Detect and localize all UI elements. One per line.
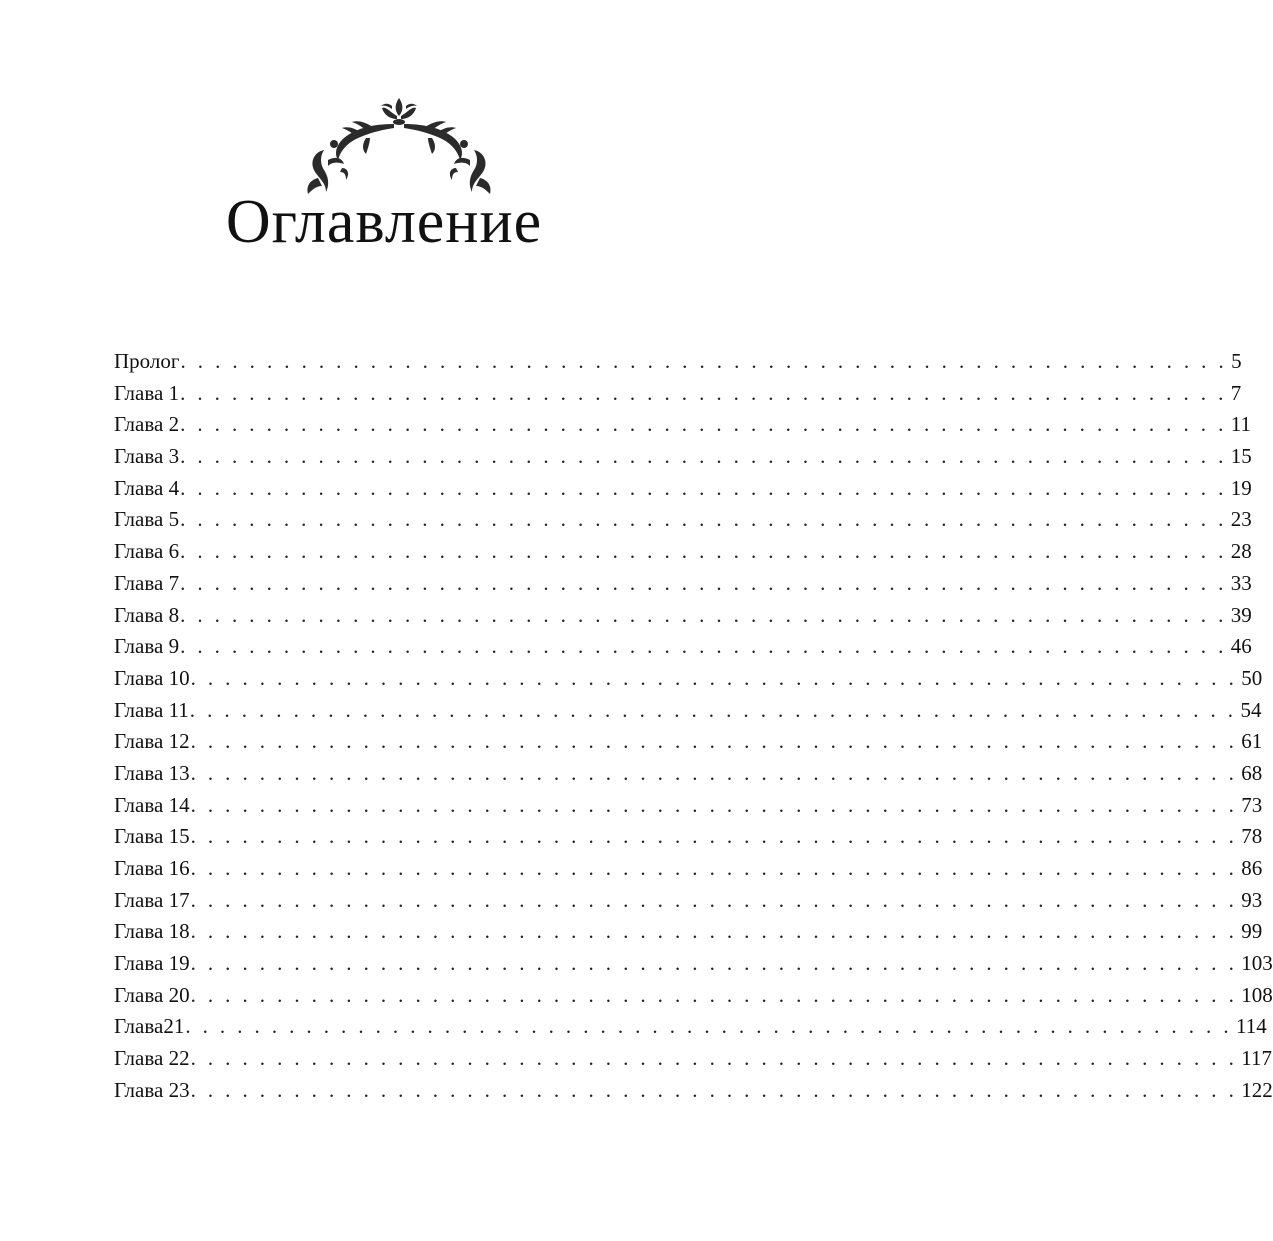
toc-entry-label: Глава 1 bbox=[114, 380, 180, 405]
toc-entry-label: Глава 5 bbox=[114, 507, 180, 532]
dot-leader: . . . . . . . . . . . . . . . . . . . . . . . . . . . . . . . . . . . . . . . . . . . . . . . . . . . . . . . . . . . . . bbox=[180, 570, 1227, 595]
toc-entry-label: Глава 7 bbox=[114, 570, 180, 595]
toc-entry-label: Глава 8 bbox=[114, 602, 180, 627]
toc-entry[interactable] bbox=[114, 473, 1252, 505]
toc-entry-label: Глава 15 bbox=[114, 824, 190, 849]
toc-entry-label: Глава 12 bbox=[114, 729, 190, 754]
toc-entry[interactable] bbox=[114, 663, 1263, 695]
dot-leader: . . . . . . . . . . . . . . . . . . . . . . . . . . . . . . . . . . . . . . . . . . . . . . . . . . . . . . . . . . . . . bbox=[180, 634, 1227, 659]
toc-entry-page-number: 46 bbox=[1230, 634, 1252, 659]
dot-leader: . . . . . . . . . . . . . . . . . . . . . . . . . . . . . . . . . . . . . . . . . . . . . . . . . . . . . . . . . . . . . bbox=[190, 665, 1238, 690]
toc-entry-page-number: 99 bbox=[1241, 919, 1263, 944]
table-of-contents bbox=[114, 346, 1273, 1107]
toc-entry-label: Глава 22 bbox=[114, 1046, 190, 1071]
toc-entry-page-number: 103 bbox=[1241, 951, 1273, 976]
toc-entry-page-number: 93 bbox=[1241, 887, 1263, 912]
dot-leader: . . . . . . . . . . . . . . . . . . . . . . . . . . . . . . . . . . . . . . . . . . . . . . . . . . . . . . . . . . . . . bbox=[190, 1077, 1238, 1102]
toc-entry-label: Глава21 bbox=[114, 1014, 185, 1039]
toc-entry-page-number: 61 bbox=[1241, 729, 1263, 754]
toc-entry-page-number: 23 bbox=[1230, 507, 1252, 532]
toc-entry-label: Глава 23 bbox=[114, 1077, 190, 1102]
toc-entry[interactable] bbox=[114, 441, 1252, 473]
toc-entry[interactable] bbox=[114, 1043, 1272, 1075]
toc-entry-label: Глава 13 bbox=[114, 760, 190, 785]
toc-entry-page-number: 114 bbox=[1235, 1014, 1267, 1039]
toc-entry-page-number: 117 bbox=[1241, 1046, 1272, 1071]
toc-entry[interactable] bbox=[114, 821, 1263, 853]
toc-entry[interactable] bbox=[114, 758, 1263, 790]
dot-leader: . . . . . . . . . . . . . . . . . . . . . . . . . . . . . . . . . . . . . . . . . . . . . . . . . . . . . . . . . . . . . bbox=[180, 444, 1227, 469]
dot-leader: . . . . . . . . . . . . . . . . . . . . . . . . . . . . . . . . . . . . . . . . . . . . . . . . . . . . . . . . . . . . . bbox=[180, 349, 1228, 373]
toc-entry[interactable] bbox=[114, 1011, 1267, 1043]
toc-entry-page-number: 39 bbox=[1230, 602, 1252, 627]
toc-entry-label: Глава 9 bbox=[114, 634, 180, 659]
toc-entry-page-number: 73 bbox=[1241, 792, 1263, 817]
toc-entry-page-number: 15 bbox=[1230, 444, 1252, 469]
toc-entry-label: Глава 14 bbox=[114, 792, 190, 817]
dot-leader: . . . . . . . . . . . . . . . . . . . . . . . . . . . . . . . . . . . . . . . . . . . . . . . . . . . . . . . . . . . . . bbox=[190, 982, 1238, 1007]
toc-entry[interactable] bbox=[114, 378, 1242, 410]
toc-entry-label: Глава 11 bbox=[114, 697, 189, 722]
toc-entry[interactable] bbox=[114, 536, 1252, 568]
toc-entry[interactable] bbox=[114, 568, 1252, 600]
dot-leader: . . . . . . . . . . . . . . . . . . . . . . . . . . . . . . . . . . . . . . . . . . . . . . . . . . . . . . . . . . . . . bbox=[190, 729, 1238, 754]
toc-entry-page-number: 86 bbox=[1241, 856, 1263, 880]
toc-entry-page-number: 68 bbox=[1241, 760, 1263, 785]
toc-entry[interactable] bbox=[114, 948, 1273, 980]
toc-entry-page-number: 50 bbox=[1241, 665, 1263, 690]
dot-leader: . . . . . . . . . . . . . . . . . . . . . . . . . . . . . . . . . . . . . . . . . . . . . . . . . . . . . . . . . . . . . bbox=[190, 856, 1238, 880]
toc-entry-label: Глава 10 bbox=[114, 665, 190, 690]
toc-entry[interactable] bbox=[114, 726, 1263, 758]
toc-entry-label: Глава 20 bbox=[114, 982, 190, 1007]
toc-entry[interactable] bbox=[114, 916, 1263, 948]
toc-entry[interactable] bbox=[114, 885, 1263, 917]
toc-entry-page-number: 11 bbox=[1230, 412, 1251, 437]
dot-leader: . . . . . . . . . . . . . . . . . . . . . . . . . . . . . . . . . . . . . . . . . . . . . . . . . . . . . . . . . . . . . bbox=[180, 539, 1227, 564]
toc-entry-page-number: 108 bbox=[1241, 982, 1273, 1007]
toc-entry-label: Глава 17 bbox=[114, 887, 190, 912]
toc-entry[interactable] bbox=[114, 853, 1263, 885]
dot-leader: . . . . . . . . . . . . . . . . . . . . . . . . . . . . . . . . . . . . . . . . . . . . . . . . . . . . . . . . . . . . . bbox=[190, 792, 1238, 817]
dot-leader: . . . . . . . . . . . . . . . . . . . . . . . . . . . . . . . . . . . . . . . . . . . . . . . . . . . . . . . . . . . . . bbox=[180, 507, 1227, 532]
page-title: Оглавление bbox=[225, 188, 543, 256]
toc-entry[interactable] bbox=[114, 695, 1262, 727]
toc-entry[interactable] bbox=[114, 409, 1251, 441]
toc-entry-label: Глава 16 bbox=[114, 856, 190, 880]
toc-entry[interactable] bbox=[114, 790, 1263, 822]
toc-entry-page-number: 78 bbox=[1241, 824, 1263, 849]
dot-leader: . . . . . . . . . . . . . . . . . . . . . . . . . . . . . . . . . . . . . . . . . . . . . . . . . . . . . . . . . . . . . bbox=[180, 602, 1227, 627]
toc-entry-label: Глава 18 bbox=[114, 919, 190, 944]
dot-leader: . . . . . . . . . . . . . . . . . . . . . . . . . . . . . . . . . . . . . . . . . . . . . . . . . . . . . . . . . . . . . bbox=[180, 475, 1227, 500]
toc-entry[interactable] bbox=[114, 504, 1252, 536]
toc-entry[interactable] bbox=[114, 980, 1273, 1012]
toc-entry-label: Глава 4 bbox=[114, 475, 180, 500]
toc-entry-page-number: 28 bbox=[1230, 539, 1252, 564]
toc-entry-label: Пролог bbox=[114, 349, 180, 373]
toc-entry-label: Глава 6 bbox=[114, 539, 180, 564]
toc-entry-page-number: 122 bbox=[1241, 1077, 1273, 1102]
dot-leader: . . . . . . . . . . . . . . . . . . . . . . . . . . . . . . . . . . . . . . . . . . . . . . . . . . . . . . . . . . . . . bbox=[180, 412, 1227, 437]
toc-entry-label: Глава 3 bbox=[114, 444, 180, 469]
dot-leader: . . . . . . . . . . . . . . . . . . . . . . . . . . . . . . . . . . . . . . . . . . . . . . . . . . . . . . . . . . . . . bbox=[185, 1014, 1232, 1039]
dot-leader: . . . . . . . . . . . . . . . . . . . . . . . . . . . . . . . . . . . . . . . . . . . . . . . . . . . . . . . . . . . . . bbox=[190, 1046, 1238, 1071]
toc-entry-label: Глава 2 bbox=[114, 412, 180, 437]
toc-entry-page-number: 5 bbox=[1231, 349, 1242, 373]
toc-entry[interactable] bbox=[114, 1075, 1273, 1107]
dot-leader: . . . . . . . . . . . . . . . . . . . . . . . . . . . . . . . . . . . . . . . . . . . . . . . . . . . . . . . . . . . . . bbox=[180, 380, 1227, 405]
dot-leader: . . . . . . . . . . . . . . . . . . . . . . . . . . . . . . . . . . . . . . . . . . . . . . . . . . . . . . . . . . . . . bbox=[190, 760, 1238, 785]
dot-leader: . . . . . . . . . . . . . . . . . . . . . . . . . . . . . . . . . . . . . . . . . . . . . . . . . . . . . . . . . . . . . bbox=[190, 951, 1238, 976]
dot-leader: . . . . . . . . . . . . . . . . . . . . . . . . . . . . . . . . . . . . . . . . . . . . . . . . . . . . . . . . . . . . . bbox=[190, 887, 1238, 912]
toc-entry-page-number: 7 bbox=[1230, 380, 1242, 405]
toc-entry-label: Глава 19 bbox=[114, 951, 190, 976]
toc-entry-page-number: 33 bbox=[1230, 570, 1252, 595]
dot-leader: . . . . . . . . . . . . . . . . . . . . . . . . . . . . . . . . . . . . . . . . . . . . . . . . . . . . . . . . . . . . . bbox=[190, 919, 1238, 944]
dot-leader: . . . . . . . . . . . . . . . . . . . . . . . . . . . . . . . . . . . . . . . . . . . . . . . . . . . . . . . . . . . . . bbox=[189, 697, 1237, 722]
toc-entry[interactable] bbox=[114, 600, 1252, 632]
toc-entry-page-number: 54 bbox=[1240, 697, 1262, 722]
toc-entry-page-number: 19 bbox=[1230, 475, 1252, 500]
toc-entry[interactable] bbox=[114, 631, 1252, 663]
dot-leader: . . . . . . . . . . . . . . . . . . . . . . . . . . . . . . . . . . . . . . . . . . . . . . . . . . . . . . . . . . . . . bbox=[190, 824, 1238, 849]
toc-entry[interactable] bbox=[114, 346, 1242, 378]
